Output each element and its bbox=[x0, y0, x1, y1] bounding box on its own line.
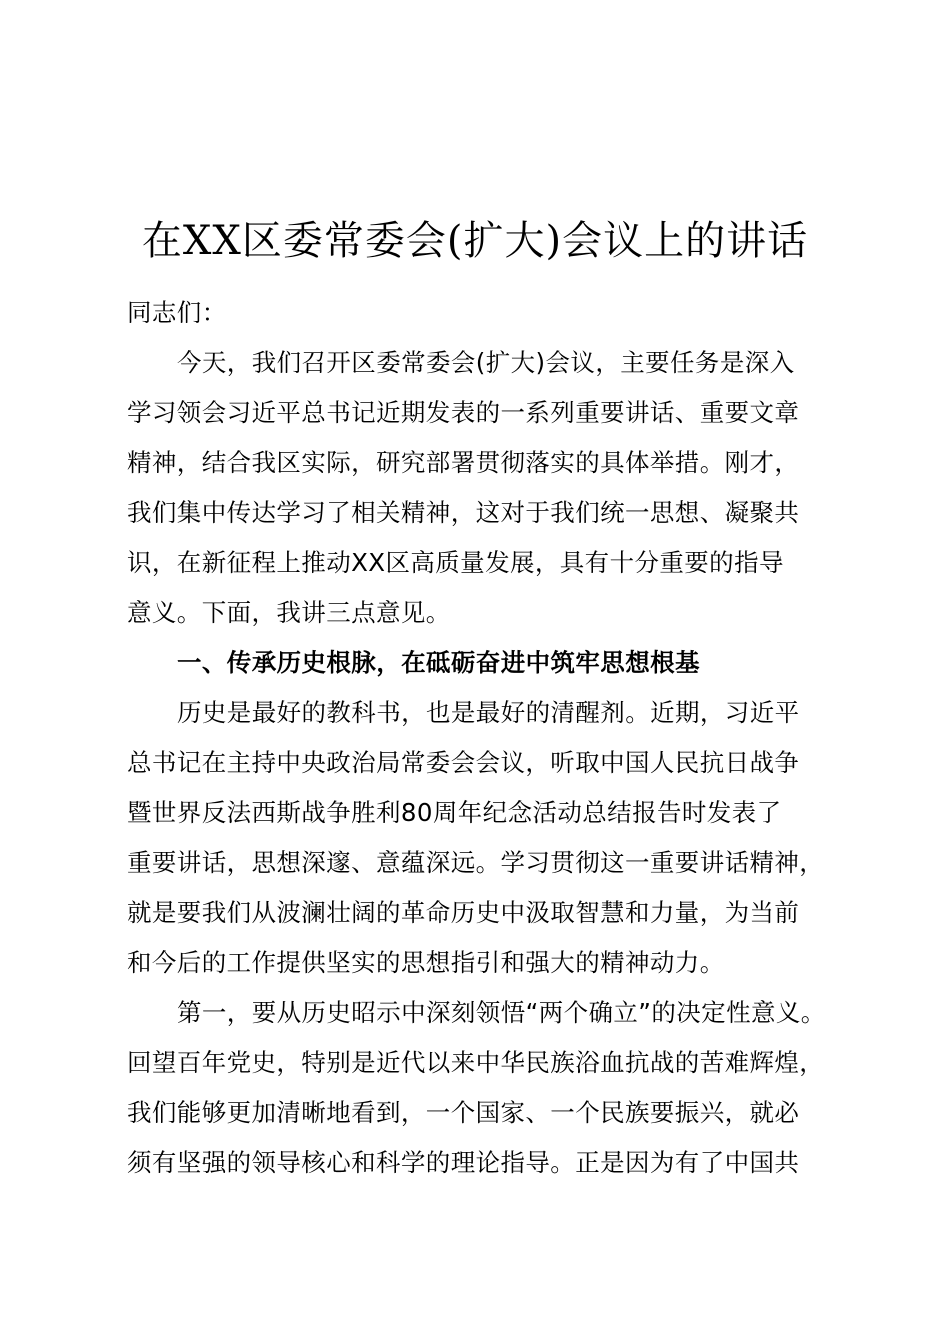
paragraph-line: 今天，我们召开区委常委会(扩大)会议，主要任务是深入 bbox=[177, 348, 795, 377]
document-title: 在XX区委常委会(扩大)会议上的讲话 bbox=[141, 217, 809, 264]
paragraph-line: 历史是最好的教科书，也是最好的清醒剂。近期，习近平 bbox=[177, 698, 800, 727]
paragraph-line: 就是要我们从波澜壮阔的革命历史中汲取智慧和力量，为当前 bbox=[127, 898, 800, 927]
paragraph-line: 识，在新征程上推动XX区高质量发展，具有十分重要的指导 bbox=[127, 548, 784, 577]
paragraph-line: 意义。下面，我讲三点意见。 bbox=[127, 598, 451, 627]
section-heading: 一、传承历史根脉，在砥砺奋进中筑牢思想根基 bbox=[177, 648, 700, 677]
paragraph-line: 我们集中传达学习了相关精神，这对于我们统一思想、凝聚共 bbox=[127, 498, 800, 527]
salutation: 同志们： bbox=[127, 298, 227, 327]
paragraph-line: 须有坚强的领导核心和科学的理论指导。正是因为有了中国共 bbox=[127, 1148, 800, 1177]
paragraph-line: 重要讲话，思想深邃、意蕴深远。学习贯彻这一重要讲话精神， bbox=[127, 848, 825, 877]
paragraph-line: 第一，要从历史昭示中深刻领悟“两个确立”的决定性意义。 bbox=[177, 998, 826, 1027]
paragraph-line: 我们能够更加清晰地看到，一个国家、一个民族要振兴，就必 bbox=[127, 1098, 800, 1127]
paragraph-line: 学习领会习近平总书记近期发表的一系列重要讲话、重要文章 bbox=[127, 398, 800, 427]
paragraph-line: 总书记在主持中央政治局常委会会议，听取中国人民抗日战争 bbox=[127, 748, 800, 777]
paragraph-line: 暨世界反法西斯战争胜利80周年纪念活动总结报告时发表了 bbox=[127, 798, 782, 827]
paragraph-line: 精神，结合我区实际，研究部署贯彻落实的具体举措。刚才， bbox=[127, 448, 800, 477]
paragraph-line: 回望百年党史，特别是近代以来中华民族浴血抗战的苦难辉煌， bbox=[127, 1048, 825, 1077]
paragraph-line: 和今后的工作提供坚实的思想指引和强大的精神动力。 bbox=[127, 948, 725, 977]
